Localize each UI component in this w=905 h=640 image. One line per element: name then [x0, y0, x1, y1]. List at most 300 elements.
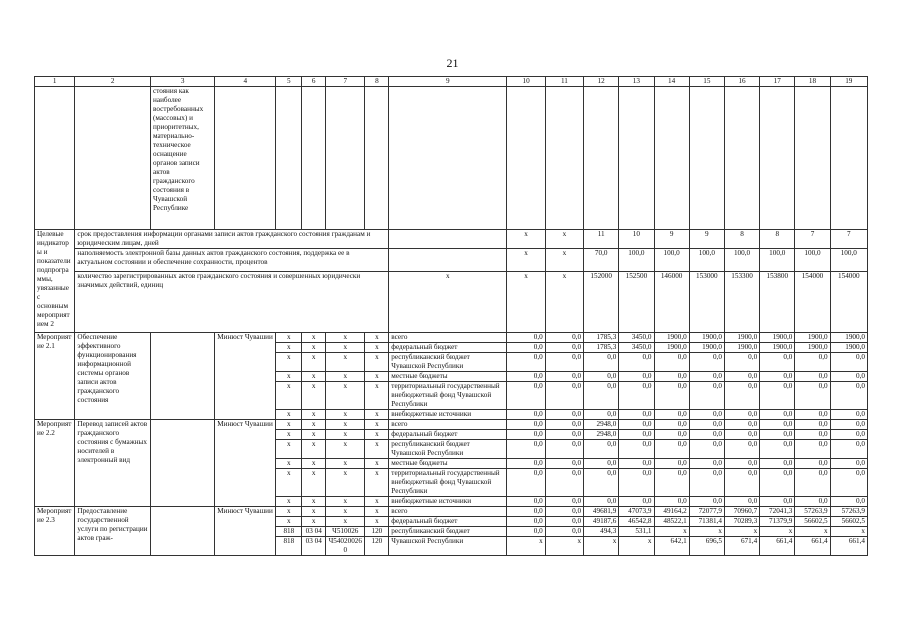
funding-value: 71381,4 [689, 517, 724, 527]
funding-value: 49681,9 [584, 507, 619, 517]
funding-value: 0,0 [689, 420, 724, 430]
funding-value: 1900,0 [760, 333, 795, 343]
funding-value: 0,0 [654, 410, 689, 420]
funding-value: 0,0 [795, 382, 830, 410]
column-header: 2 [75, 77, 151, 87]
funding-value: 671,4 [724, 537, 759, 556]
budget-code: x [276, 440, 302, 459]
table-cell [389, 87, 507, 230]
indicator-row [35, 230, 868, 249]
indicator-value: 100,0 [619, 249, 654, 272]
funding-value: 1785,3 [584, 333, 619, 343]
column-header: 1 [35, 77, 75, 87]
budget-code: x [326, 507, 365, 517]
budget-code: x [276, 382, 302, 410]
budget-code: x [302, 507, 326, 517]
funding-value: 0,0 [507, 410, 545, 420]
funding-value: 0,0 [830, 372, 867, 382]
funding-value: x [830, 527, 867, 537]
funding-source: местные бюджеты [389, 459, 507, 469]
funding-value: 0,0 [619, 497, 654, 507]
funding-value: 1785,3 [584, 343, 619, 353]
budget-code: x [276, 420, 302, 430]
funding-value: 2948,0 [584, 430, 619, 440]
funding-value: 0,0 [507, 343, 545, 353]
funding-value: 0,0 [545, 353, 583, 372]
funding-value: 0,0 [724, 372, 759, 382]
funding-value: 1900,0 [724, 343, 759, 353]
funding-value: 0,0 [545, 497, 583, 507]
budget-code: Ч510026 [326, 527, 365, 537]
funding-value: 0,0 [760, 353, 795, 372]
funding-value: 0,0 [760, 497, 795, 507]
funding-value: 1900,0 [724, 333, 759, 343]
funding-value: 2948,0 [584, 420, 619, 430]
budget-code: x [326, 459, 365, 469]
budget-code: x [302, 430, 326, 440]
funding-value: 0,0 [507, 440, 545, 459]
funding-value: 0,0 [507, 527, 545, 537]
funding-value: 0,0 [689, 430, 724, 440]
budget-code: x [276, 343, 302, 353]
funding-value: 0,0 [689, 469, 724, 497]
indicator-value: x [545, 272, 583, 333]
funding-value: 0,0 [830, 440, 867, 459]
indicator-value: 10 [619, 230, 654, 249]
indicator-text: количество зарегистрированных актов гражданского состояния и совершенных юридически значимых действий, единиц [75, 272, 389, 333]
column-header: 9 [389, 77, 507, 87]
column-header: 19 [830, 77, 867, 87]
funding-value: 1900,0 [689, 333, 724, 343]
budget-code: x [302, 410, 326, 420]
funding-value: 56602,5 [795, 517, 830, 527]
funding-value: 0,0 [545, 410, 583, 420]
budget-code: 818 [276, 527, 302, 537]
budget-code: x [326, 469, 365, 497]
funding-value: 0,0 [507, 333, 545, 343]
funding-value: 0,0 [507, 459, 545, 469]
table-cell [326, 87, 365, 230]
funding-value: 1900,0 [689, 343, 724, 353]
table-cell [507, 87, 545, 230]
measure-executor: Минюст Чувашии [215, 507, 276, 556]
table-cell [584, 87, 619, 230]
table-cell [654, 87, 689, 230]
indicator-value: x [545, 230, 583, 249]
column-header: 5 [276, 77, 302, 87]
table-cell [389, 230, 507, 249]
budget-code: x [365, 507, 389, 517]
funding-value: 3450,0 [619, 343, 654, 353]
indicator-row [35, 249, 868, 272]
funding-value: 0,0 [654, 382, 689, 410]
indicator-value: 8 [760, 230, 795, 249]
indicator-value: 9 [689, 230, 724, 249]
funding-value: 494,3 [584, 527, 619, 537]
column-header: 4 [215, 77, 276, 87]
budget-code: 818 [276, 537, 302, 556]
table-cell [215, 87, 276, 230]
funding-source: внебюджетные источники [389, 410, 507, 420]
funding-value: 0,0 [689, 497, 724, 507]
indicator-value: x [507, 272, 545, 333]
budget-code: x [365, 440, 389, 459]
funding-source: республиканский бюджет Чувашской Республики [389, 440, 507, 459]
funding-value: 49164,2 [654, 507, 689, 517]
funding-value: 0,0 [724, 497, 759, 507]
funding-source: федеральный бюджет [389, 343, 507, 353]
funding-value: 0,0 [689, 372, 724, 382]
budget-code: x [302, 372, 326, 382]
funding-value: 0,0 [795, 410, 830, 420]
column-header: 6 [302, 77, 326, 87]
funding-value: 0,0 [584, 459, 619, 469]
funding-value: 56602,5 [830, 517, 867, 527]
budget-code: x [276, 410, 302, 420]
budget-code: x [365, 410, 389, 420]
measure-name: Перевод записей актов гражданского состояния с бумажных носителей в электронный вид [75, 420, 151, 507]
funding-value: 0,0 [830, 353, 867, 372]
funding-value: 0,0 [830, 497, 867, 507]
funding-value: 0,0 [654, 353, 689, 372]
budget-code: x [302, 333, 326, 343]
funding-value: x [760, 527, 795, 537]
table-cell [724, 87, 759, 230]
budget-code: x [365, 497, 389, 507]
funding-value: 72041,3 [760, 507, 795, 517]
measure-row [35, 507, 868, 517]
funding-value: 0,0 [545, 517, 583, 527]
funding-value: x [507, 537, 545, 556]
indicator-value: 9 [654, 230, 689, 249]
funding-value: x [654, 527, 689, 537]
indicator-value: 100,0 [654, 249, 689, 272]
funding-value: 0,0 [795, 420, 830, 430]
funding-value: 0,0 [654, 469, 689, 497]
funding-value: 0,0 [619, 410, 654, 420]
budget-code: x [276, 507, 302, 517]
budget-code: x [365, 382, 389, 410]
table-cell [365, 87, 389, 230]
funding-value: 0,0 [507, 497, 545, 507]
funding-value: 0,0 [584, 372, 619, 382]
indicator-value: x [507, 249, 545, 272]
funding-value: 0,0 [724, 382, 759, 410]
funding-value: 0,0 [760, 430, 795, 440]
column-header: 15 [689, 77, 724, 87]
budget-code: x [326, 343, 365, 353]
funding-value: 0,0 [545, 420, 583, 430]
funding-value: 1900,0 [654, 333, 689, 343]
indicator-value: 7 [795, 230, 830, 249]
table-cell [689, 87, 724, 230]
funding-value: 0,0 [689, 410, 724, 420]
funding-value: 0,0 [545, 343, 583, 353]
funding-value: 0,0 [724, 430, 759, 440]
funding-source: всего [389, 333, 507, 343]
funding-value: 0,0 [795, 459, 830, 469]
table-cell [151, 333, 215, 420]
table-cell [545, 87, 583, 230]
budget-code: x [276, 497, 302, 507]
funding-value: 661,4 [760, 537, 795, 556]
funding-value: 0,0 [724, 410, 759, 420]
funding-value: 661,4 [830, 537, 867, 556]
budget-code: x [302, 353, 326, 372]
funding-value: 49187,6 [584, 517, 619, 527]
funding-value: 0,0 [545, 382, 583, 410]
funding-value: 70289,3 [724, 517, 759, 527]
funding-value: 0,0 [724, 440, 759, 459]
funding-value: 661,4 [795, 537, 830, 556]
funding-value: 0,0 [689, 440, 724, 459]
column-header: 11 [545, 77, 583, 87]
budget-code: x [365, 372, 389, 382]
column-header: 10 [507, 77, 545, 87]
budget-code: x [326, 410, 365, 420]
budget-code: x [302, 420, 326, 430]
funding-value: 0,0 [830, 382, 867, 410]
program-table [34, 76, 868, 556]
funding-value: 0,0 [654, 430, 689, 440]
funding-value: x [795, 527, 830, 537]
table-cell [795, 87, 830, 230]
budget-code: x [276, 430, 302, 440]
budget-code: x [365, 353, 389, 372]
budget-code: x [302, 517, 326, 527]
funding-value: 0,0 [654, 440, 689, 459]
table-cell [302, 87, 326, 230]
funding-value: 0,0 [795, 469, 830, 497]
funding-value: 70960,7 [724, 507, 759, 517]
funding-value: 0,0 [584, 410, 619, 420]
indicator-value: 153300 [724, 272, 759, 333]
funding-value: 0,0 [654, 459, 689, 469]
table-cell [389, 249, 507, 272]
table-cell [830, 87, 867, 230]
funding-value: 0,0 [830, 420, 867, 430]
budget-code: x [276, 469, 302, 497]
funding-value: 1900,0 [795, 333, 830, 343]
indicator-value: 100,0 [830, 249, 867, 272]
indicator-label: Целевые индикаторы и показатели подпрограммы, увязанные с основным мероприятием 2 [35, 230, 75, 333]
indicator-row [35, 272, 868, 333]
funding-value: 46542,8 [619, 517, 654, 527]
indicator-value: 100,0 [724, 249, 759, 272]
funding-value: 0,0 [795, 372, 830, 382]
funding-value: 0,0 [507, 353, 545, 372]
column-header: 17 [760, 77, 795, 87]
funding-value: 0,0 [760, 440, 795, 459]
table-cell [35, 87, 75, 230]
funding-value: 1900,0 [830, 333, 867, 343]
budget-code: x [326, 382, 365, 410]
funding-value: 0,0 [654, 372, 689, 382]
funding-value: 3450,0 [619, 333, 654, 343]
table-cell [75, 87, 151, 230]
indicator-value: 146000 [654, 272, 689, 333]
indicator-value: 154000 [830, 272, 867, 333]
budget-code: x [302, 382, 326, 410]
budget-code: x [326, 420, 365, 430]
funding-source: территориальный государственный внебюджетный фонд Чувашской Республики [389, 469, 507, 497]
funding-value: 0,0 [830, 410, 867, 420]
budget-code: x [276, 353, 302, 372]
page-number: 21 [446, 56, 459, 70]
continuation-text: стояния как наиболее востребованных (массовых) и приоритетных, материально-техническое оснащение органов записи актов гражданского состояния в Чувашской Республике [151, 87, 215, 230]
measure-name: Обеспечение эффективного функционирования информационной системы органов записи актов гражданского состояния [75, 333, 151, 420]
column-header: 14 [654, 77, 689, 87]
funding-value: 0,0 [507, 382, 545, 410]
funding-value: 0,0 [545, 430, 583, 440]
funding-source: Чувашской Республики [389, 537, 507, 556]
funding-value: 0,0 [619, 420, 654, 430]
budget-code: x [276, 459, 302, 469]
funding-value: 0,0 [507, 420, 545, 430]
budget-code: x [276, 372, 302, 382]
budget-code: 120 [365, 527, 389, 537]
table-cell [760, 87, 795, 230]
funding-value: 71379,9 [760, 517, 795, 527]
funding-value: 0,0 [545, 333, 583, 343]
budget-code: x [302, 343, 326, 353]
indicator-text: срок предоставления информации органами записи актов гражданского состояния гражданам и юридическим лицам, дней [75, 230, 389, 249]
funding-value: 72077,9 [689, 507, 724, 517]
funding-value: 0,0 [724, 353, 759, 372]
funding-value: 1900,0 [795, 343, 830, 353]
column-header: 12 [584, 77, 619, 87]
funding-value: 47073,9 [619, 507, 654, 517]
budget-code: x [276, 517, 302, 527]
funding-value: 0,0 [830, 469, 867, 497]
indicator-value: 153800 [760, 272, 795, 333]
funding-value: 1900,0 [654, 343, 689, 353]
funding-source: территориальный государственный внебюджетный фонд Чувашской Республики [389, 382, 507, 410]
budget-code: x [365, 469, 389, 497]
funding-source: федеральный бюджет [389, 517, 507, 527]
funding-value: 0,0 [619, 469, 654, 497]
funding-value: 531,1 [619, 527, 654, 537]
budget-code: x [302, 497, 326, 507]
budget-code: x [302, 459, 326, 469]
budget-code: x [276, 333, 302, 343]
funding-value: 48522,1 [654, 517, 689, 527]
funding-value: 642,1 [654, 537, 689, 556]
funding-value: 0,0 [619, 382, 654, 410]
funding-value: 0,0 [507, 507, 545, 517]
funding-value: 0,0 [584, 469, 619, 497]
funding-value: 0,0 [584, 440, 619, 459]
budget-code: x [302, 469, 326, 497]
funding-value: x [584, 537, 619, 556]
funding-value: 0,0 [654, 420, 689, 430]
funding-value: 0,0 [545, 459, 583, 469]
column-header: 18 [795, 77, 830, 87]
funding-source: республиканский бюджет Чувашской Республики [389, 353, 507, 372]
funding-value: x [619, 537, 654, 556]
funding-value: 0,0 [724, 469, 759, 497]
header-row [35, 77, 868, 87]
funding-value: 0,0 [584, 497, 619, 507]
funding-value: 0,0 [584, 353, 619, 372]
measure-name: Предоставление государственной услуги по регистрации актов граж- [75, 507, 151, 556]
column-header: 16 [724, 77, 759, 87]
budget-code: x [365, 343, 389, 353]
table-cell [151, 507, 215, 556]
budget-code: x [365, 459, 389, 469]
indicator-value: x [545, 249, 583, 272]
funding-value: 1900,0 [830, 343, 867, 353]
funding-value: 0,0 [760, 382, 795, 410]
funding-value: x [689, 527, 724, 537]
budget-code: x [326, 372, 365, 382]
funding-value: 0,0 [619, 430, 654, 440]
funding-value: 0,0 [760, 372, 795, 382]
funding-value: 0,0 [689, 353, 724, 372]
funding-value: 0,0 [724, 459, 759, 469]
indicator-value: 7 [830, 230, 867, 249]
funding-value: 0,0 [830, 430, 867, 440]
budget-code: x [365, 517, 389, 527]
measure-row [35, 333, 868, 343]
indicator-value: 100,0 [795, 249, 830, 272]
column-header: 13 [619, 77, 654, 87]
funding-value: 0,0 [507, 469, 545, 497]
funding-value: 57263,9 [795, 507, 830, 517]
funding-value: 0,0 [760, 469, 795, 497]
funding-value: 0,0 [507, 372, 545, 382]
indicator-value: x [507, 230, 545, 249]
funding-value: x [724, 527, 759, 537]
budget-code: x [365, 430, 389, 440]
funding-value: 0,0 [830, 459, 867, 469]
funding-value: 0,0 [795, 430, 830, 440]
funding-value: 57263,9 [830, 507, 867, 517]
measure-code: Мероприятие 2.1 [35, 333, 75, 420]
funding-value: 0,0 [507, 517, 545, 527]
funding-source: местные бюджеты [389, 372, 507, 382]
measure-executor: Минюст Чувашии [215, 420, 276, 507]
indicator-value: 100,0 [760, 249, 795, 272]
funding-value: 0,0 [654, 497, 689, 507]
table-cell [619, 87, 654, 230]
funding-value: 0,0 [507, 430, 545, 440]
funding-value: 0,0 [689, 459, 724, 469]
indicator-value: 11 [584, 230, 619, 249]
budget-code: Ч540200260 [326, 537, 365, 556]
indicator-value: 154000 [795, 272, 830, 333]
funding-value: 0,0 [619, 372, 654, 382]
funding-value: 0,0 [795, 440, 830, 459]
funding-value: 0,0 [795, 353, 830, 372]
table-cell [276, 87, 302, 230]
funding-value: 0,0 [724, 420, 759, 430]
indicator-value: 153000 [689, 272, 724, 333]
funding-value: 0,0 [545, 372, 583, 382]
funding-value: 0,0 [619, 353, 654, 372]
budget-code: x [365, 420, 389, 430]
budget-code: x [326, 497, 365, 507]
budget-code: x [326, 353, 365, 372]
funding-value: 0,0 [545, 469, 583, 497]
funding-source: федеральный бюджет [389, 430, 507, 440]
budget-code: x [326, 430, 365, 440]
funding-value: x [545, 537, 583, 556]
measure-code: Мероприятие 2.3 [35, 507, 75, 556]
budget-code: 120 [365, 537, 389, 556]
funding-value: 1900,0 [760, 343, 795, 353]
funding-value: 696,5 [689, 537, 724, 556]
